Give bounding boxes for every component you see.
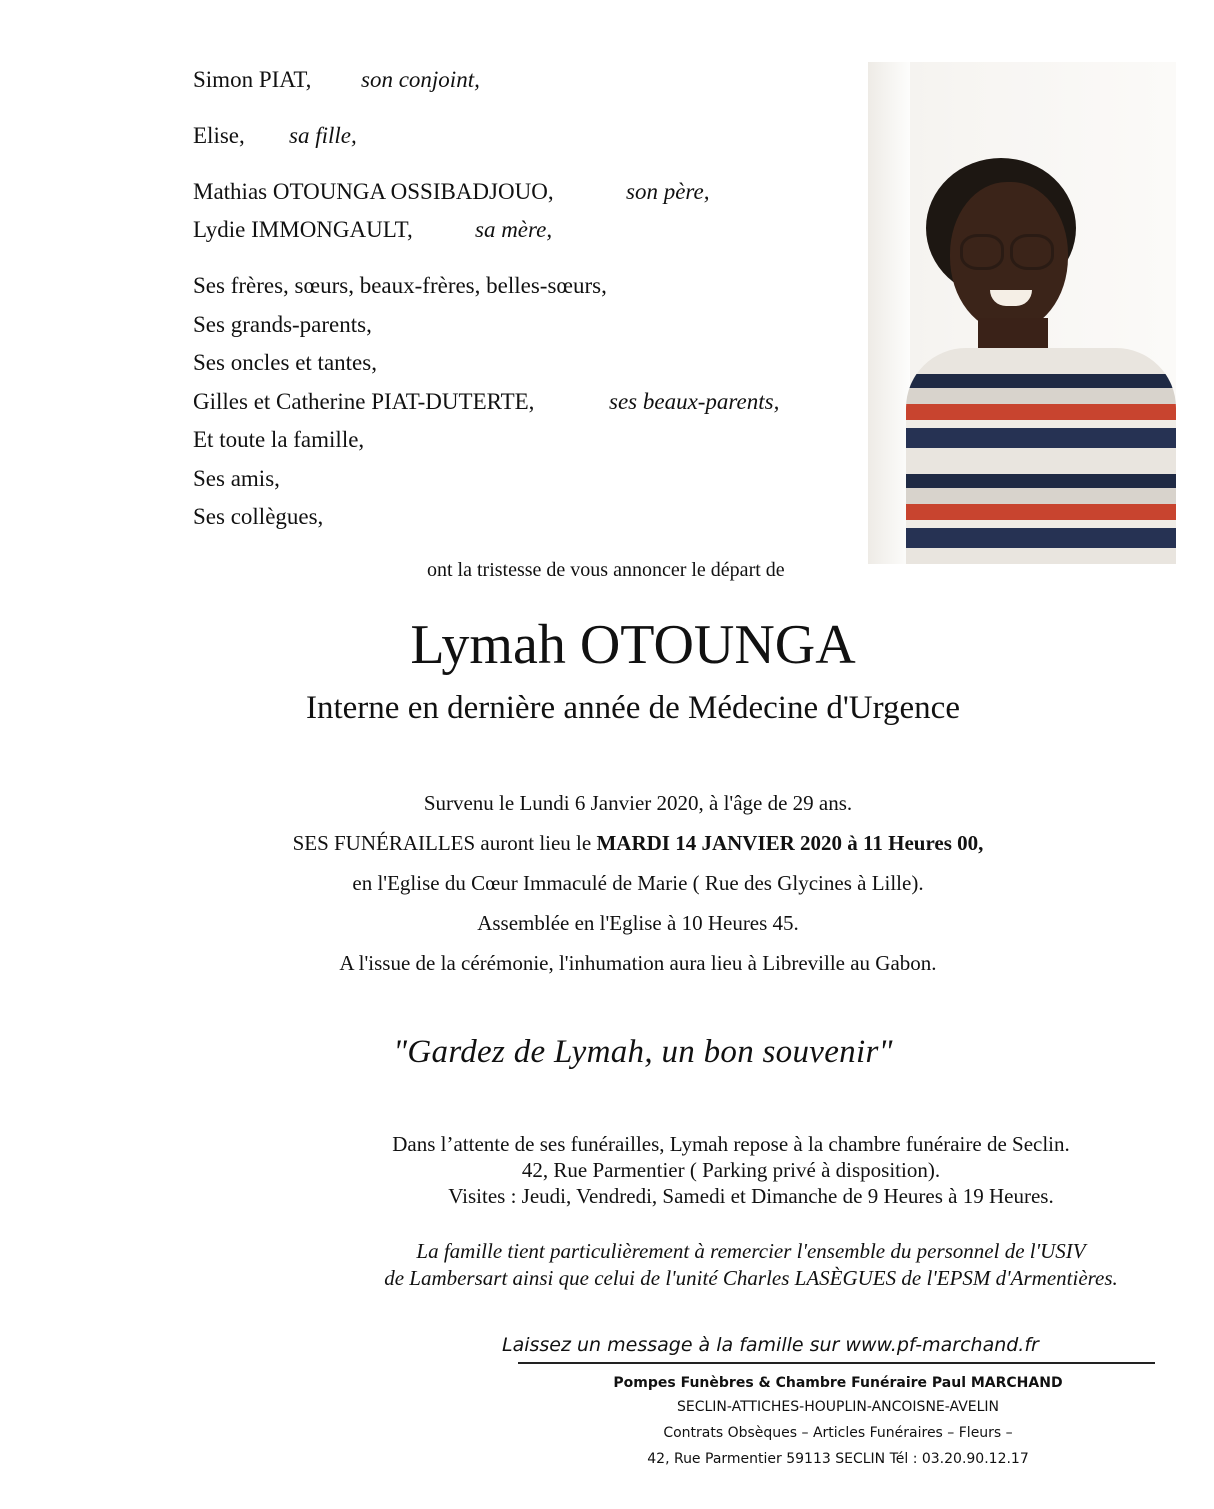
memorial-quote: "Gardez de Lymah, un bon souvenir" <box>393 1034 893 1070</box>
family-line-in-laws <box>193 388 780 416</box>
funeral-prefix: SES FUNÉRAILLES auront lieu le <box>292 831 597 855</box>
family-relation: son conjoint, <box>361 67 480 92</box>
family-line-uncles: Ses oncles et tantes, <box>193 350 377 375</box>
family-relation: son père, <box>626 179 710 204</box>
family-relation: sa mère, <box>475 217 553 242</box>
deceased-name: Lymah OTOUNGA <box>410 614 856 676</box>
visitation-line-3: Visites : Jeudi, Vendredi, Samedi et Dimanche de 9 Heures à 19 Heures. <box>448 1184 1054 1208</box>
family-line-daughter <box>193 122 357 150</box>
footer-towns: SECLIN-ATTICHES-HOUPLIN-ANCOISNE-AVELIN <box>676 1399 1000 1415</box>
visitation-line-1: Dans l’attente de ses funérailles, Lymah repose à la chambre funéraire de Seclin. <box>392 1132 1070 1156</box>
funeral-date: MARDI 14 JANVIER 2020 à 11 Heures 00, <box>596 831 984 855</box>
family-line-all-family: Et toute la famille, <box>193 427 365 452</box>
footer-divider <box>518 1362 1155 1364</box>
family-line-mother <box>193 216 553 244</box>
family-name: Mathias OTOUNGA OSSIBADJOUO, <box>193 179 554 204</box>
family-line-father <box>193 178 710 206</box>
family-relation: ses beaux-parents, <box>609 389 780 414</box>
death-date: Survenu le Lundi 6 Janvier 2020, à l'âge de 29 ans. <box>423 791 853 815</box>
family-line-friends: Ses amis, <box>193 466 280 491</box>
family-line-spouse <box>193 66 480 94</box>
church-location: en l'Eglise du Cœur Immaculé de Marie ( Rue des Glycines à Lille). <box>352 871 924 895</box>
family-relation: sa fille, <box>289 123 357 148</box>
visitation-line-2: 42, Rue Parmentier ( Parking privé à disposition). <box>521 1158 941 1182</box>
website-link[interactable]: Laissez un message à la famille sur www.pf-marchand.fr <box>502 1334 1039 1356</box>
funeral-line <box>31 830 1214 856</box>
portrait-photo <box>868 62 1176 564</box>
family-line-colleagues: Ses collègues, <box>193 504 324 529</box>
family-line-grandparents: Ses grands-parents, <box>193 312 372 337</box>
footer-services: Contrats Obsèques – Articles Funéraires – Fleurs – <box>663 1425 1013 1441</box>
burial-info: A l'issue de la cérémonie, l'inhumation aura lieu à Libreville au Gabon. <box>339 951 937 975</box>
assembly-time: Assemblée en l'Eglise à 10 Heures 45. <box>477 911 799 935</box>
family-name: Elise, <box>193 123 245 148</box>
thanks-line-1: La famille tient particulièrement à remercier l'ensemble du personnel de l'USIV <box>416 1239 1086 1263</box>
deceased-title: Interne en dernière année de Médecine d'Urgence <box>306 690 960 726</box>
family-name: Simon PIAT, <box>193 67 312 92</box>
announcement-text: ont la tristesse de vous annoncer le départ de <box>427 559 785 581</box>
family-name: Gilles et Catherine PIAT-DUTERTE, <box>193 389 535 414</box>
thanks-line-2: de Lambersart ainsi que celui de l'unité Charles LASÈGUES de l'EPSM d'Armentières. <box>384 1266 1118 1290</box>
family-name: Lydie IMMONGAULT, <box>193 217 413 242</box>
family-line-siblings: Ses frères, sœurs, beaux-frères, belles-sœurs, <box>193 273 607 298</box>
footer-company: Pompes Funèbres & Chambre Funéraire Paul MARCHAND <box>613 1375 1063 1391</box>
footer-address: 42, Rue Parmentier 59113 SECLIN Tél : 03.20.90.12.17 <box>647 1451 1029 1467</box>
